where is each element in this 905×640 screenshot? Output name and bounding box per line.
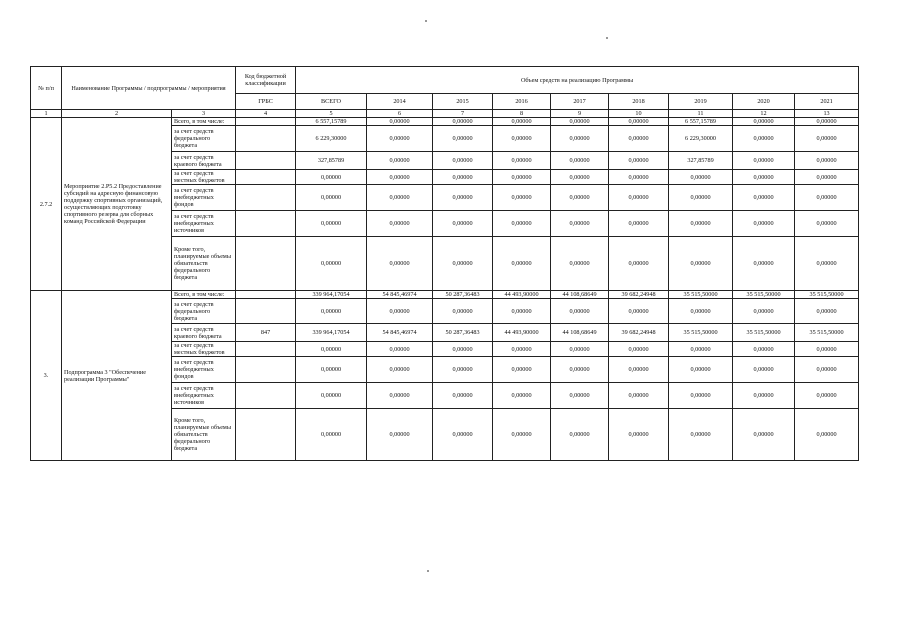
index-cell: 5 — [296, 110, 367, 118]
amount-year: 0,00000 — [551, 185, 609, 211]
header-row-1 — [31, 67, 859, 94]
amount-year: 0,00000 — [733, 342, 795, 357]
amount-year: 0,00000 — [367, 409, 433, 461]
amount-year: 0,00000 — [433, 185, 493, 211]
header-grbs: ГРБС — [236, 94, 296, 110]
amount-year: 0,00000 — [609, 383, 669, 409]
amount-year: 0,00000 — [433, 152, 493, 170]
amount-year: 0,00000 — [795, 342, 859, 357]
amount-year: 0,00000 — [795, 237, 859, 291]
amount-year: 0,00000 — [493, 237, 551, 291]
index-cell: 12 — [733, 110, 795, 118]
amount-year: 0,00000 — [669, 237, 733, 291]
amount-year: 0,00000 — [795, 118, 859, 126]
amount-year: 0,00000 — [733, 237, 795, 291]
amount-year: 54 845,46974 — [367, 291, 433, 299]
header-volume: Объем средств на реализацию Программы — [296, 67, 859, 94]
section-number: 3. — [31, 291, 62, 461]
amount-year: 0,00000 — [795, 126, 859, 152]
scan-speck — [427, 570, 429, 572]
amount-year: 39 682,24948 — [609, 291, 669, 299]
section-name: Подпрограмма 3 "Обеспечение реализации Программы" — [62, 291, 172, 461]
amount-year: 0,00000 — [433, 170, 493, 185]
amount-year: 0,00000 — [609, 126, 669, 152]
amount-year: 0,00000 — [795, 383, 859, 409]
amount-year: 0,00000 — [795, 185, 859, 211]
grbs-code — [236, 291, 296, 299]
grbs-code — [236, 126, 296, 152]
amount-year: 0,00000 — [669, 357, 733, 383]
index-cell: 13 — [795, 110, 859, 118]
amount-year: 0,00000 — [669, 185, 733, 211]
amount-year: 0,00000 — [795, 211, 859, 237]
section-total-row — [31, 118, 859, 126]
grbs-code — [236, 152, 296, 170]
amount-year: 50 287,36483 — [433, 324, 493, 342]
amount-year: 0,00000 — [493, 299, 551, 324]
amount-year: 0,00000 — [493, 211, 551, 237]
amount-year: 35 515,50000 — [733, 324, 795, 342]
amount-year: 0,00000 — [433, 211, 493, 237]
header-year: 2018 — [609, 94, 669, 110]
amount-year: 44 493,90000 — [493, 324, 551, 342]
funding-source-label: Всего, в том числе: — [172, 291, 236, 299]
amount-year: 0,00000 — [733, 299, 795, 324]
amount-year: 0,00000 — [609, 211, 669, 237]
index-cell: 11 — [669, 110, 733, 118]
amount-year: 0,00000 — [551, 383, 609, 409]
funding-source-label: за счет средств местных бюджетов — [172, 342, 236, 357]
amount-year: 0,00000 — [733, 357, 795, 383]
amount-year: 35 515,50000 — [795, 324, 859, 342]
amount-year: 0,00000 — [609, 152, 669, 170]
header-year: 2019 — [669, 94, 733, 110]
amount-year: 0,00000 — [733, 170, 795, 185]
amount-year: 0,00000 — [551, 118, 609, 126]
scan-speck — [606, 37, 608, 39]
grbs-code — [236, 357, 296, 383]
amount-year: 0,00000 — [551, 299, 609, 324]
amount-total: 327,85789 — [296, 152, 367, 170]
amount-total: 0,00000 — [296, 409, 367, 461]
amount-year: 0,00000 — [609, 237, 669, 291]
amount-total: 0,00000 — [296, 357, 367, 383]
amount-year: 50 287,36483 — [433, 291, 493, 299]
amount-total: 0,00000 — [296, 185, 367, 211]
index-cell: 9 — [551, 110, 609, 118]
amount-year: 0,00000 — [367, 237, 433, 291]
grbs-code — [236, 211, 296, 237]
amount-year: 39 682,24948 — [609, 324, 669, 342]
amount-year: 0,00000 — [795, 299, 859, 324]
amount-year: 0,00000 — [733, 383, 795, 409]
amount-year: 0,00000 — [433, 237, 493, 291]
funding-source-label: Всего, в том числе: — [172, 118, 236, 126]
section-number: 2.7.2 — [31, 118, 62, 291]
amount-year: 0,00000 — [669, 211, 733, 237]
amount-year: 0,00000 — [669, 383, 733, 409]
amount-year: 0,00000 — [733, 211, 795, 237]
grbs-code — [236, 342, 296, 357]
amount-year: 0,00000 — [733, 118, 795, 126]
grbs-code — [236, 237, 296, 291]
section-name: Мероприятие 2.Р5.2 Предоставление субсидий на адресную финансовую поддержку спортивных организаций, осуществляющих подготовку спортивного резерва для сборных команд Российской Федерации — [62, 118, 172, 291]
amount-year: 0,00000 — [433, 299, 493, 324]
header-name: Наименование Программы / подпрограммы / мероприятия — [62, 67, 236, 110]
header-year: 2021 — [795, 94, 859, 110]
amount-year: 0,00000 — [493, 357, 551, 383]
amount-year: 0,00000 — [609, 185, 669, 211]
budget-table — [30, 66, 859, 461]
amount-year: 0,00000 — [367, 299, 433, 324]
amount-year: 0,00000 — [795, 152, 859, 170]
amount-year: 0,00000 — [795, 409, 859, 461]
amount-year: 44 108,68649 — [551, 324, 609, 342]
grbs-code — [236, 409, 296, 461]
amount-year: 0,00000 — [367, 126, 433, 152]
grbs-code — [236, 299, 296, 324]
amount-total: 339 964,17054 — [296, 291, 367, 299]
amount-year: 0,00000 — [433, 342, 493, 357]
index-row — [31, 110, 859, 118]
amount-year: 6 557,15789 — [669, 118, 733, 126]
amount-year: 0,00000 — [609, 409, 669, 461]
grbs-code — [236, 170, 296, 185]
amount-year: 44 108,68649 — [551, 291, 609, 299]
amount-year: 0,00000 — [551, 152, 609, 170]
amount-year: 6 229,30000 — [669, 126, 733, 152]
amount-year: 0,00000 — [551, 237, 609, 291]
funding-source-label: за счет средств внебюджетных источников — [172, 211, 236, 237]
amount-year: 54 845,46974 — [367, 324, 433, 342]
amount-year: 0,00000 — [551, 126, 609, 152]
amount-year: 0,00000 — [367, 118, 433, 126]
amount-year: 0,00000 — [551, 357, 609, 383]
index-cell: 8 — [493, 110, 551, 118]
amount-total: 6 229,30000 — [296, 126, 367, 152]
amount-year: 0,00000 — [733, 126, 795, 152]
header-budget-code: Код бюджетной классификации — [236, 67, 296, 94]
amount-year: 0,00000 — [493, 342, 551, 357]
amount-total: 0,00000 — [296, 237, 367, 291]
amount-year: 0,00000 — [609, 170, 669, 185]
amount-year: 35 515,50000 — [795, 291, 859, 299]
amount-year: 0,00000 — [669, 342, 733, 357]
amount-year: 0,00000 — [493, 409, 551, 461]
amount-year: 35 515,50000 — [733, 291, 795, 299]
amount-year: 0,00000 — [493, 185, 551, 211]
funding-source-label: за счет средств внебюджетных фондов — [172, 185, 236, 211]
scan-speck — [425, 20, 427, 22]
amount-year: 0,00000 — [669, 299, 733, 324]
amount-year: 0,00000 — [433, 118, 493, 126]
amount-year: 0,00000 — [795, 170, 859, 185]
header-num: № п/п — [31, 67, 62, 110]
index-cell: 4 — [236, 110, 296, 118]
header-year: 2016 — [493, 94, 551, 110]
header-year: 2020 — [733, 94, 795, 110]
amount-year: 0,00000 — [551, 409, 609, 461]
amount-year: 0,00000 — [669, 170, 733, 185]
amount-total: 0,00000 — [296, 299, 367, 324]
funding-source-label: за счет средств краевого бюджета — [172, 152, 236, 170]
amount-year: 0,00000 — [795, 357, 859, 383]
amount-year: 0,00000 — [367, 152, 433, 170]
header-year: 2014 — [367, 94, 433, 110]
funding-source-label: за счет средств федерального бюджета — [172, 299, 236, 324]
amount-year: 0,00000 — [551, 342, 609, 357]
grbs-code: 847 — [236, 324, 296, 342]
funding-source-label: за счет средств краевого бюджета — [172, 324, 236, 342]
funding-source-label: Кроме того, планируемые объемы обязательств федерального бюджета — [172, 409, 236, 461]
funding-source-label: за счет средств внебюджетных фондов — [172, 357, 236, 383]
amount-year: 327,85789 — [669, 152, 733, 170]
index-cell: 3 — [172, 110, 236, 118]
amount-year: 0,00000 — [367, 342, 433, 357]
amount-year: 0,00000 — [367, 357, 433, 383]
amount-year: 0,00000 — [493, 152, 551, 170]
amount-year: 0,00000 — [609, 118, 669, 126]
table-body — [31, 67, 859, 461]
amount-year: 0,00000 — [493, 170, 551, 185]
amount-year: 35 515,50000 — [669, 291, 733, 299]
header-year: 2017 — [551, 94, 609, 110]
amount-year: 0,00000 — [367, 383, 433, 409]
grbs-code — [236, 383, 296, 409]
amount-year: 0,00000 — [733, 152, 795, 170]
funding-source-label: за счет средств местных бюджетов — [172, 170, 236, 185]
amount-year: 0,00000 — [433, 409, 493, 461]
amount-year: 0,00000 — [433, 357, 493, 383]
funding-source-label: Кроме того, планируемые объемы обязательств федерального бюджета — [172, 237, 236, 291]
amount-year: 0,00000 — [733, 185, 795, 211]
amount-total: 0,00000 — [296, 211, 367, 237]
index-cell: 7 — [433, 110, 493, 118]
amount-year: 0,00000 — [493, 118, 551, 126]
amount-year: 44 493,90000 — [493, 291, 551, 299]
amount-year: 0,00000 — [367, 185, 433, 211]
section-total-row — [31, 291, 859, 299]
amount-total: 0,00000 — [296, 170, 367, 185]
amount-year: 0,00000 — [433, 126, 493, 152]
amount-year: 0,00000 — [551, 170, 609, 185]
amount-year: 0,00000 — [493, 383, 551, 409]
grbs-code — [236, 118, 296, 126]
amount-year: 0,00000 — [433, 383, 493, 409]
amount-total: 6 557,15789 — [296, 118, 367, 126]
index-cell: 1 — [31, 110, 62, 118]
header-total: ВСЕГО — [296, 94, 367, 110]
grbs-code — [236, 185, 296, 211]
amount-total: 339 964,17054 — [296, 324, 367, 342]
amount-year: 0,00000 — [609, 357, 669, 383]
index-cell: 10 — [609, 110, 669, 118]
funding-source-label: за счет средств внебюджетных источников — [172, 383, 236, 409]
header-year: 2015 — [433, 94, 493, 110]
amount-year: 0,00000 — [493, 126, 551, 152]
amount-year: 0,00000 — [609, 342, 669, 357]
amount-year: 0,00000 — [367, 170, 433, 185]
amount-year: 0,00000 — [669, 409, 733, 461]
amount-year: 0,00000 — [367, 211, 433, 237]
amount-total: 0,00000 — [296, 383, 367, 409]
amount-total: 0,00000 — [296, 342, 367, 357]
funding-source-label: за счет средств федерального бюджета — [172, 126, 236, 152]
amount-year: 0,00000 — [551, 211, 609, 237]
amount-year: 0,00000 — [733, 409, 795, 461]
amount-year: 0,00000 — [609, 299, 669, 324]
index-cell: 2 — [62, 110, 172, 118]
amount-year: 35 515,50000 — [669, 324, 733, 342]
index-cell: 6 — [367, 110, 433, 118]
